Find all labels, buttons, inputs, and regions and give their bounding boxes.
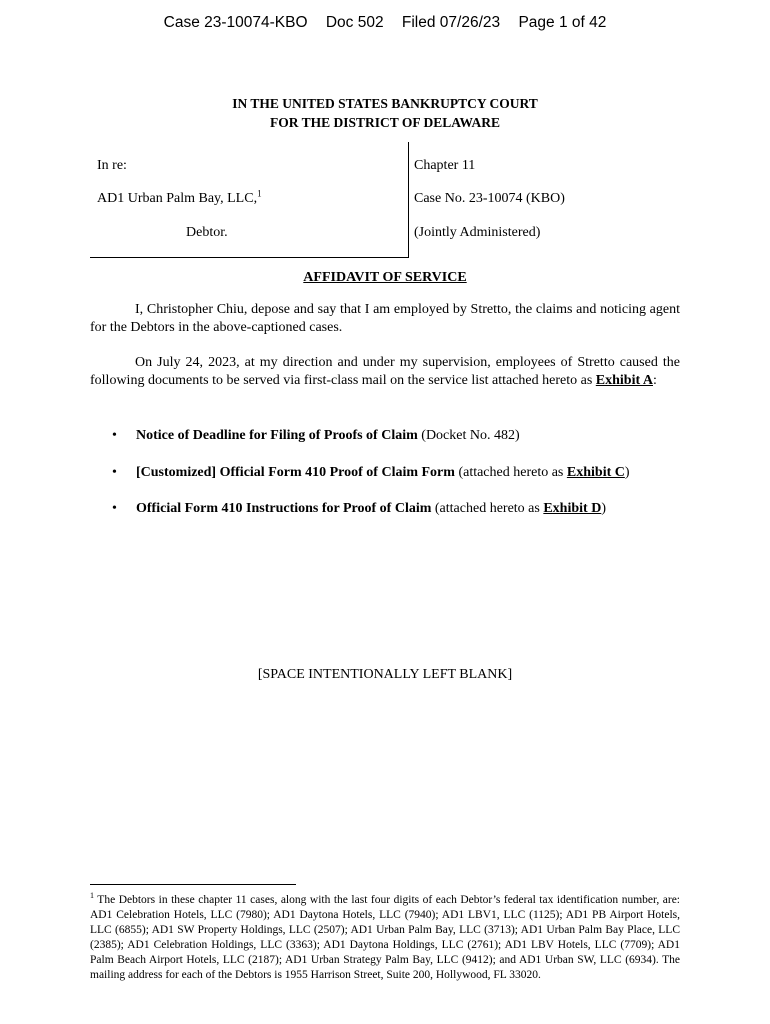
court-filing-stamp: [0, 14, 770, 32]
exhibit-a-reference: Exhibit A: [595, 373, 653, 388]
court-district: FOR THE DISTRICT OF DELAWARE: [269, 115, 501, 130]
footnote-ref: 1: [257, 188, 262, 199]
debtor-label: Debtor.: [186, 225, 228, 240]
court-heading: [0, 94, 770, 132]
footnote-text: The Debtors in these chapter 11 cases, along with the last four digits of each Debtor’s federal tax identification number, are: AD1 Celebration Hotels, LLC (7980); AD1 Daytona Hotels, LLC (7940); AD1 LBV1, LLC (1125); AD1 PB Airport Hotels, LLC (6855); AD1 SW Property Holdings, LLC (2507); AD1 Urban Palm Bay, LLC (3713); AD1 Urban Palm Bay Place, LLC (2385); AD1 Celebration Holdings, LLC (3363); AD1 Daytona Holdings, LLC (2761); AD1 LBV Hotels, LLC (7709); AD1 Palm Beach Airport Hotels, LLC (2187); AD1 Urban Strategy Palm Bay, LLC (9412); and AD1 Urban SW, LLC (6934). The mailing address for each of the Debtors is 1955 Harrison Street, Suite 200, Hollywood, FL 33020.: [90, 894, 680, 981]
bullet-icon: •: [112, 501, 117, 516]
document-name: Notice of Deadline for Filing of Proofs of Claim: [136, 428, 418, 443]
case-number: Case No. 23-10074 (KBO): [414, 191, 565, 206]
document-name: [Customized] Official Form 410 Proof of Claim Form: [136, 465, 455, 480]
chapter-label: Chapter 11: [414, 158, 476, 173]
in-re-label: In re:: [97, 158, 127, 173]
court-name: IN THE UNITED STATES BANKRUPTCY COURT: [232, 96, 538, 111]
paragraph-service: [90, 354, 680, 390]
case-number-stamp: Case 23-10074-KBO: [163, 14, 308, 31]
document-title: AFFIDAVIT OF SERVICE: [303, 270, 467, 285]
paragraph-declarant: I, Christopher Chiu, depose and say that I am employed by Stretto, the claims and noticing agent for the Debtors in the above-captioned cases.: [90, 302, 680, 335]
debtor-name-text: AD1 Urban Palm Bay, LLC,: [97, 191, 258, 206]
filed-date-stamp: Filed 07/26/23: [401, 14, 501, 31]
blank-space-notice: [SPACE INTENTIONALLY LEFT BLANK]: [257, 667, 513, 682]
doc-number-stamp: Doc 502: [325, 14, 384, 31]
page-number-stamp: Page 1 of 42: [518, 14, 607, 31]
footnote-divider: [90, 884, 296, 885]
administration-status: (Jointly Administered): [414, 225, 541, 240]
paragraph-service-end: :: [653, 373, 657, 388]
document-detail-close: ): [624, 465, 630, 480]
bullet-icon: •: [112, 428, 117, 443]
document-detail: (Docket No. 482): [417, 428, 520, 443]
document-detail-close: ): [601, 501, 606, 516]
bullet-icon: •: [112, 465, 117, 480]
case-caption-left: [90, 142, 409, 258]
document-detail: (attached hereto as: [431, 501, 544, 516]
exhibit-d-reference: Exhibit D: [543, 501, 602, 516]
document-name: Official Form 410 Instructions for Proof of Claim: [136, 501, 432, 516]
footnote: [90, 893, 680, 983]
paragraph-service-text: On July 24, 2023, at my direction and under my supervision, employees of Stretto caused the following documents to be served via first-class mail on the service list attached hereto as: [90, 355, 680, 388]
exhibit-c-reference: Exhibit C: [566, 465, 625, 480]
footnote-marker: 1: [90, 891, 94, 901]
debtor-name: [97, 188, 262, 207]
document-detail: (attached hereto as: [454, 465, 567, 480]
